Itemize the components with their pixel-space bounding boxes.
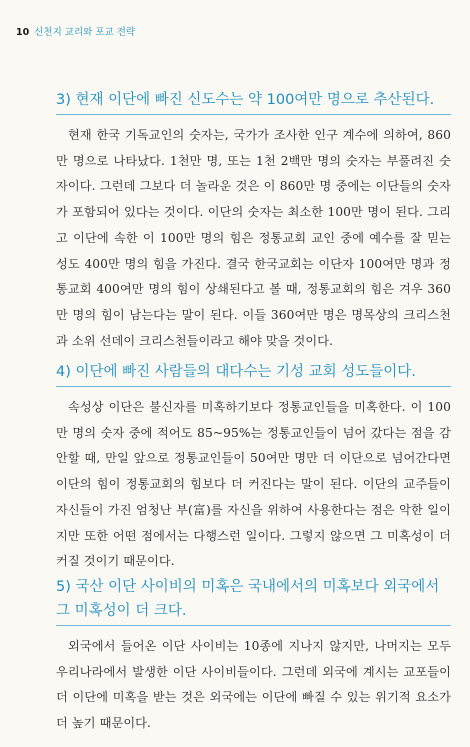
section-5 [56,575,451,737]
section-heading: 5) 국산 이단 사이비의 미혹은 국내에서의 미혹보다 외국에서 그 미혹성이 더 크다. [56,575,451,626]
section-paragraph: 외국에서 들어온 이단 사이비는 10종에 지나지 않지만, 나머지는 모두 우리나라에서 발생한 이단 사이비들이다. 그런데 외국에 계시는 교포들이 더 이단에 미혹을 받는 것은 외국에는 이단에 빠질 수 있는 위기적 요소가 더 높기 때문이다. [56,639,451,731]
book-title: 신천지 교리와 포교 전략 [34,27,136,38]
section-3 [56,88,451,354]
section-heading: 3) 현재 이단에 빠진 신도수는 약 100여만 명으로 추산된다. [56,88,451,115]
running-header [16,24,135,38]
section-heading: 4) 이단에 빠진 사람들의 대다수는 기성 교회 성도들이다. [56,360,451,387]
section-paragraph: 속성상 이단은 불신자를 미혹하기보다 정통교인들을 미혹한다. 이 100만 명의 숫자 중에 적어도 85~95%는 정통교인들이 넘어 갔다는 점을 감안할 때, 만일 앞으로 정통교인들이 50여만 명만 더 이단으로 넘어간다면 이단의 힘이 정통교회의 힘보다 더 커진다는 말이 된다. 이단의 교주들이 자신들이 가진 엄청난 부(富)를 자신을 위하여 사용한다는 점은 악한 일이지만 또한 어떤 점에서는 다행스런 일이다. 그렇지 않으면 그 미혹성이 더 커질 것이기 때문이다. [56,400,451,569]
section-paragraph: 현재 한국 기독교인의 숫자는, 국가가 조사한 인구 계수에 의하여, 860만 명으로 나타났다. 1천만 명, 또는 1천 2백만 명의 숫자는 부풀려진 숫자이다. 그런데 그보다 더 놀라운 것은 이 860만 명 중에는 이단들의 숫자가 포함되어 있다는 것이다. 이단의 숫자는 최소한 100만 명이 된다. 그리고 이단에 속한 이 100만 명의 힘은 정통교회 교인 중에 예수를 잘 믿는 성도 400만 명의 힘을 가진다. 결국 한국교회는 이단자 100여만 명과 정통교회 400여만 명의 힘이 상쇄된다고 볼 때, 정통교회의 힘은 겨우 360만 명의 힘이 남는다는 말이 된다. 이들 360여만 명은 명목상의 크리스천과 소위 선데이 크리스천들이라고 해야 맞을 것이다. [56,128,451,348]
page-number: 10 [16,27,30,38]
section-4 [56,360,451,575]
